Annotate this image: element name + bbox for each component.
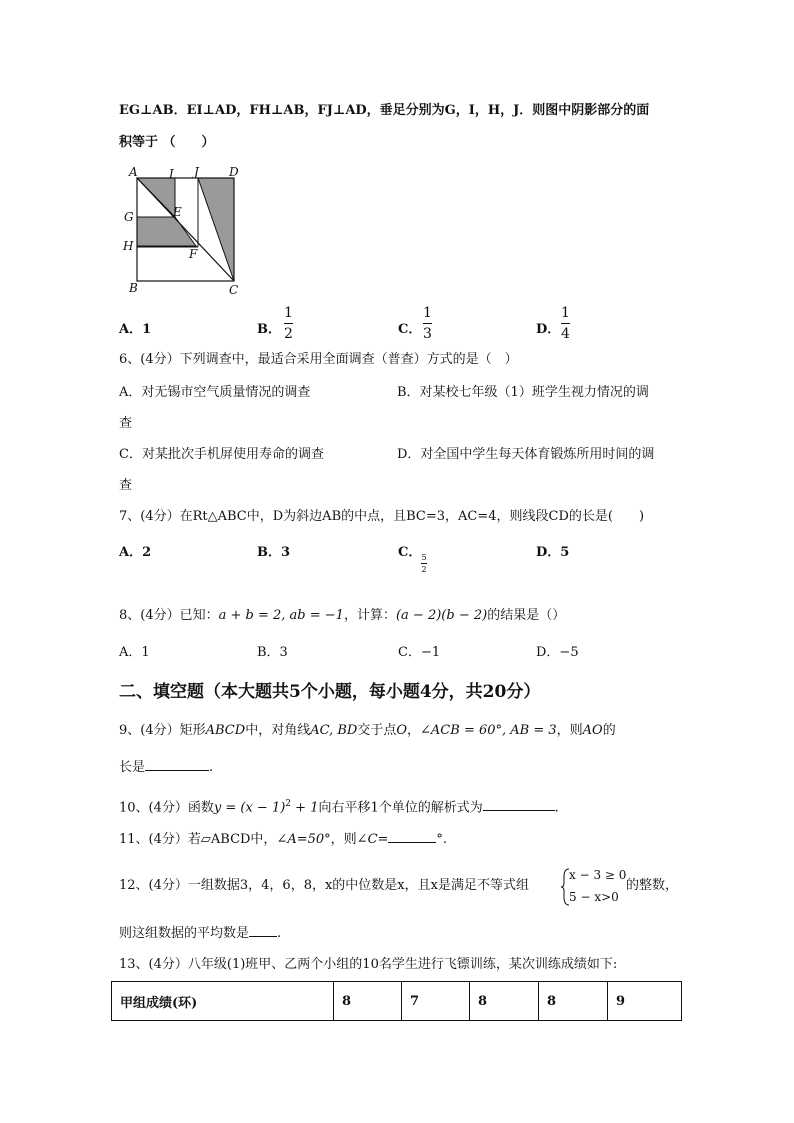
q9-mid2: 交于点: [357, 723, 397, 738]
q12-stem-line2: 则这组数据的平均数是 .: [119, 926, 282, 941]
q7-option-c-fraction: [421, 553, 427, 574]
q11-prefix: 11、(4分）若▱ABCD中，: [119, 832, 277, 847]
fraction-denominator: 4: [561, 326, 570, 342]
label-F: F: [189, 247, 198, 261]
q5-option-c: C．: [398, 322, 422, 337]
q8-option-c: C．−1: [398, 645, 441, 660]
fraction-numerator: 1: [561, 305, 570, 321]
q7-option-c: C．: [398, 545, 422, 560]
table-row-label: 甲组成绩(环): [112, 982, 334, 1021]
q7-option-d: D．5: [536, 545, 570, 560]
q9-rect: ABCD: [205, 723, 246, 738]
q12-stem-tail: 的整数，: [626, 878, 679, 893]
q6-option-d-continued: 查: [119, 478, 133, 493]
label-J: J: [194, 165, 199, 179]
q12-inequality-1: x − 3 ≥ 0: [569, 868, 627, 882]
q12-stem-line1: 12、(4分）一组数据3，4，6，8，x的中位数是x，且x是满足不等式组: [119, 878, 529, 893]
q7-option-a: A．2: [119, 545, 152, 560]
q8-mid: ，计算：: [343, 608, 396, 623]
q5-option-d-fraction: [561, 305, 570, 342]
q6-stem: 6、(4分）下列调查中，最适合采用全面调查（普查）方式的是（ ）: [119, 352, 518, 367]
square-figure: [118, 160, 253, 300]
label-G: G: [124, 210, 134, 224]
q10-suffix: 向右平移1个单位的解析式为: [318, 800, 483, 816]
fraction-denominator: 2: [284, 326, 293, 342]
q5-option-d: D．: [536, 322, 561, 337]
q8-stem: [119, 606, 565, 626]
q5-option-b-fraction: [284, 305, 293, 342]
q9-answer-blank: [145, 770, 209, 771]
q8-option-d: D．−5: [536, 645, 579, 660]
table-cell: 7: [402, 982, 470, 1021]
q8-given: a + b = 2, ab = −1: [218, 608, 344, 623]
q6-option-a: A．对无锡市空气质量情况的调查: [119, 385, 311, 400]
q10-stem: 10、(4分）函数$y = (x - 1)^2 + 1$向右平移1个单位的解析式为 .: [119, 799, 559, 816]
q9-suffix: 的: [602, 723, 616, 738]
q9-mid3: ，则: [556, 723, 583, 738]
label-H: H: [123, 239, 134, 253]
q8-suffix: 的结果是（）: [487, 608, 566, 623]
q8-option-a: A．1: [119, 645, 150, 660]
q11-answer-blank: [388, 842, 436, 843]
q6-option-c: C．对某批次手机屏使用寿命的调查: [119, 447, 324, 462]
fraction-denominator: 2: [421, 565, 427, 574]
q13-stem: 13、(4分）八年级(1)班甲、乙两个小组的10名学生进行飞镖训练，某次训练成绩如下:: [119, 957, 618, 972]
q5-option-c-fraction: [423, 305, 432, 342]
q11-angle-c: ∠C=: [356, 832, 389, 847]
q10-prefix: 10、(4分）函数: [119, 800, 214, 816]
fraction-denominator: 3: [423, 326, 432, 342]
q9-mid1: 中，对角线: [245, 723, 311, 738]
q12-answer-blank: [249, 936, 277, 937]
q9-point: O: [396, 723, 408, 738]
q9-stem-line1: [119, 721, 616, 741]
q5-stem-line1: EG⊥AB．EI⊥AD，FH⊥AB，FJ⊥AD，垂足分别为G，I，H，J．则图中阴影部分的面: [119, 103, 650, 118]
fraction-numerator: 5: [421, 553, 427, 562]
q9-line2-text: 长是: [119, 760, 146, 775]
q5-option-b: B．: [257, 322, 281, 337]
label-I: I: [169, 167, 174, 181]
q8-prefix: 8、(4分）已知：: [119, 608, 219, 623]
fraction-numerator: 1: [423, 305, 432, 321]
q8-option-b: B．3: [257, 645, 288, 660]
q7-stem: 7、(4分）在Rt△ABC中，D为斜边AB的中点，且BC=3，AC=4，则线段CD的长是( ): [119, 509, 645, 524]
table-cell: 8: [334, 982, 402, 1021]
q13-score-table: [111, 981, 682, 1021]
q9-separator: ，: [407, 723, 421, 738]
q10-function-tail: + 1: [291, 800, 319, 816]
q6-option-b: B．对某校七年级（1）班学生视力情况的调: [397, 385, 649, 400]
table-row: [112, 982, 682, 1021]
q11-mid: ，则: [330, 832, 357, 847]
q7-option-b: B．3: [257, 545, 291, 560]
q12-inequality-2: 5 − x>0: [569, 890, 619, 904]
label-E: E: [173, 205, 182, 219]
q5-option-a: A．1: [119, 322, 152, 337]
q8-expression: (a − 2)(b − 2): [395, 608, 488, 623]
table-cell: 8: [470, 982, 539, 1021]
q6-option-d: D．对全国中学生每天体育锻炼所用时间的调: [397, 447, 655, 462]
fraction-numerator: 1: [284, 305, 293, 321]
q10-exponent: 2: [285, 799, 292, 809]
q9-diagonals: AC, BD: [310, 723, 358, 738]
q10-answer-blank: [483, 810, 555, 811]
q9-segment: AO: [582, 723, 603, 738]
q5-stem-line2: 积等于 （ ）: [119, 135, 215, 150]
q11-suffix: °.: [436, 832, 448, 847]
label-B: B: [129, 281, 138, 295]
q11-stem: [119, 830, 447, 850]
label-C: C: [229, 283, 239, 297]
q9-condition: ∠ACB = 60°, AB = 3: [420, 723, 557, 738]
q9-stem-line2: 长是 .: [119, 760, 214, 775]
table-cell: 8: [539, 982, 608, 1021]
q11-angle-a: ∠A=50°: [276, 832, 331, 847]
label-A: A: [129, 165, 138, 179]
q10-function: y = (x − 1): [213, 800, 286, 816]
q12-line2-text: 则这组数据的平均数是: [119, 926, 250, 941]
q6-option-b-continued: 查: [119, 416, 133, 431]
q9-prefix: 9、(4分）矩形: [119, 723, 206, 738]
label-D: D: [229, 165, 239, 179]
table-cell: 9: [608, 982, 682, 1021]
section-heading-fill-in: 二、填空题（本大题共5个小题，每小题4分，共20分）: [119, 682, 541, 702]
